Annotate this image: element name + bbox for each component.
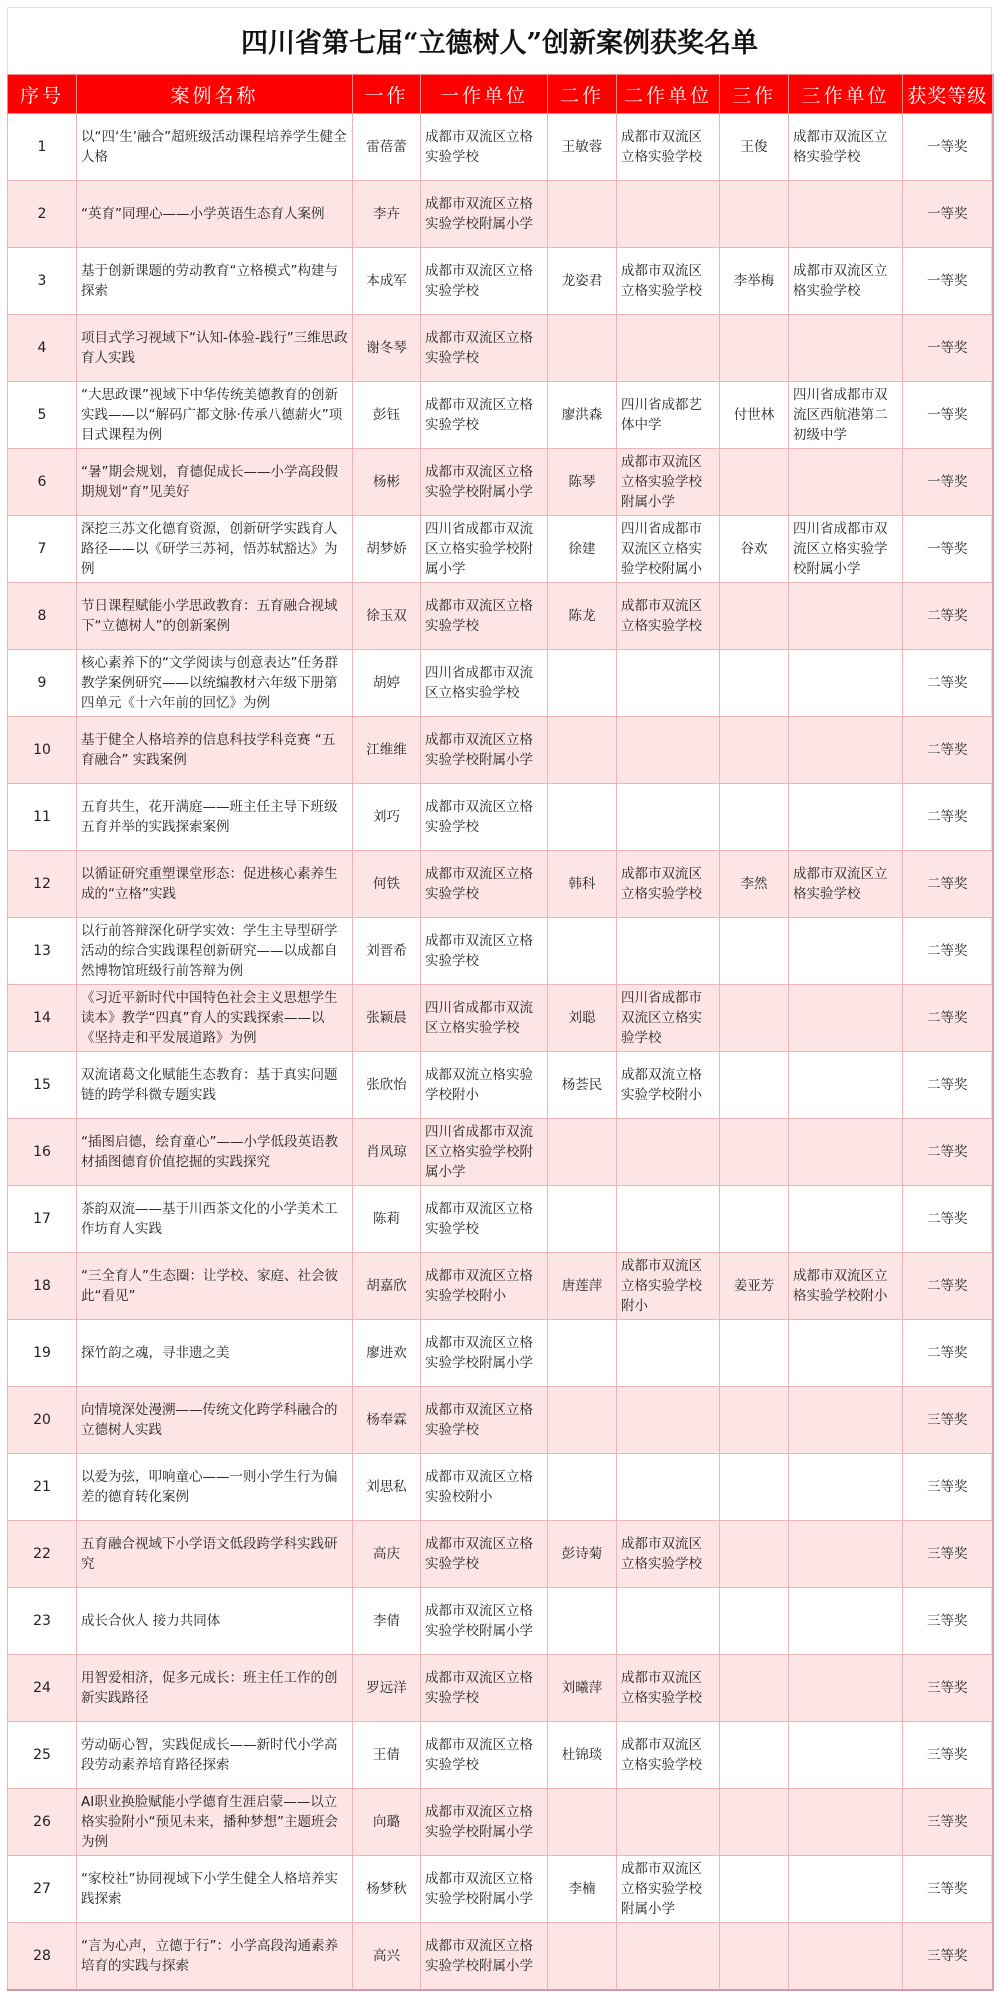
cell-author2-unit bbox=[617, 181, 720, 248]
cell-case-name: 以“四‘生’融合”超班级活动课程培养学生健全人格 bbox=[77, 114, 353, 181]
cell-author3-unit: 四川省成都市双流区西航港第二初级中学 bbox=[789, 382, 903, 449]
table-row bbox=[8, 985, 993, 1052]
cell-author1: 胡嘉欣 bbox=[353, 1253, 421, 1320]
cell-award-level: 二等奖 bbox=[903, 583, 993, 650]
cell-author2 bbox=[548, 1923, 617, 1990]
cell-author1: 江维维 bbox=[353, 717, 421, 784]
cell-author1: 刘思私 bbox=[353, 1454, 421, 1521]
cell-author3 bbox=[720, 1722, 789, 1789]
cell-index: 11 bbox=[8, 784, 77, 851]
table-row bbox=[8, 1521, 993, 1588]
cell-case-name: 五育融合视域下小学语文低段跨学科实践研究 bbox=[77, 1521, 353, 1588]
header-author1-unit: 一作单位 bbox=[421, 75, 548, 114]
cell-author3 bbox=[720, 1588, 789, 1655]
cell-author2 bbox=[548, 1119, 617, 1186]
cell-author3 bbox=[720, 583, 789, 650]
cell-author3-unit bbox=[789, 985, 903, 1052]
table-row bbox=[8, 1722, 993, 1789]
cell-case-name: “家校社”协同视域下小学生健全人格培养实践探索 bbox=[77, 1856, 353, 1923]
cell-author2: 陈琴 bbox=[548, 449, 617, 516]
cell-author2: 杜锦琰 bbox=[548, 1722, 617, 1789]
cell-author1: 杨彬 bbox=[353, 449, 421, 516]
table-header-row bbox=[8, 75, 993, 114]
cell-award-level: 三等奖 bbox=[903, 1789, 993, 1856]
cell-author3 bbox=[720, 1186, 789, 1253]
cell-author1-unit: 成都市双流区立格实验学校 bbox=[421, 851, 548, 918]
table-row bbox=[8, 181, 993, 248]
cell-case-name: “三全育人”生态圈：让学校、家庭、社会彼此“看见” bbox=[77, 1253, 353, 1320]
cell-author2-unit: 成都市双流区立格实验学校 bbox=[617, 1521, 720, 1588]
cell-author2: 杨荟民 bbox=[548, 1052, 617, 1119]
cell-case-name: 探竹韵之魂，寻非遗之美 bbox=[77, 1320, 353, 1387]
cell-author3-unit bbox=[789, 1856, 903, 1923]
page-title: 四川省第七届“立德树人”创新案例获奖名单 bbox=[240, 28, 759, 59]
cell-author3 bbox=[720, 1454, 789, 1521]
cell-index: 20 bbox=[8, 1387, 77, 1454]
cell-author3-unit bbox=[789, 1923, 903, 1990]
cell-award-level: 二等奖 bbox=[903, 851, 993, 918]
cell-award-level: 一等奖 bbox=[903, 449, 993, 516]
cell-author3-unit bbox=[789, 1387, 903, 1454]
cell-author1-unit: 成都市双流区立格实验学校 bbox=[421, 1521, 548, 1588]
cell-author1: 陈莉 bbox=[353, 1186, 421, 1253]
cell-index: 3 bbox=[8, 248, 77, 315]
cell-author2: 李楠 bbox=[548, 1856, 617, 1923]
cell-author2 bbox=[548, 1588, 617, 1655]
cell-author1-unit: 成都市双流区立格实验学校 bbox=[421, 382, 548, 449]
cell-case-name: 节日课程赋能小学思政教育：五育融合视域下“立德树人”的创新案例 bbox=[77, 583, 353, 650]
cell-author2-unit bbox=[617, 784, 720, 851]
cell-author3-unit bbox=[789, 1119, 903, 1186]
cell-author1: 刘巧 bbox=[353, 784, 421, 851]
cell-author2 bbox=[548, 1387, 617, 1454]
cell-author2-unit bbox=[617, 1320, 720, 1387]
cell-index: 18 bbox=[8, 1253, 77, 1320]
table-row bbox=[8, 1119, 993, 1186]
cell-author1-unit: 成都市双流区立格实验学校附属小学 bbox=[421, 1789, 548, 1856]
cell-case-name: “插图启德，绘育童心”——小学低段英语教材插图德育价值挖掘的实践探究 bbox=[77, 1119, 353, 1186]
cell-case-name: 核心素养下的“文学阅读与创意表达”任务群教学案例研究——以统编教材六年级下册第四单元《十六年前的回忆》为例 bbox=[77, 650, 353, 717]
cell-author3: 付世林 bbox=[720, 382, 789, 449]
table-row bbox=[8, 1387, 993, 1454]
cell-index: 4 bbox=[8, 315, 77, 382]
cell-award-level: 二等奖 bbox=[903, 918, 993, 985]
cell-author3-unit bbox=[789, 1186, 903, 1253]
cell-award-level: 二等奖 bbox=[903, 985, 993, 1052]
cell-author2: 廖洪森 bbox=[548, 382, 617, 449]
cell-author2-unit: 成都市双流区立格实验学校 bbox=[617, 851, 720, 918]
cell-author1: 雷蓓蕾 bbox=[353, 114, 421, 181]
cell-author1-unit: 成都市双流区立格实验学校附属小学 bbox=[421, 1923, 548, 1990]
cell-author1-unit: 成都市双流区立格实验学校 bbox=[421, 583, 548, 650]
cell-case-name: 基于创新课题的劳动教育“立格模式”构建与探索 bbox=[77, 248, 353, 315]
cell-author3 bbox=[720, 918, 789, 985]
cell-author3 bbox=[720, 315, 789, 382]
cell-author1-unit: 成都市双流区立格实验学校 bbox=[421, 1722, 548, 1789]
cell-award-level: 二等奖 bbox=[903, 650, 993, 717]
cell-index: 26 bbox=[8, 1789, 77, 1856]
cell-author2: 徐建 bbox=[548, 516, 617, 583]
cell-author1: 罗远洋 bbox=[353, 1655, 421, 1722]
cell-author2: 龙姿君 bbox=[548, 248, 617, 315]
cell-index: 28 bbox=[8, 1923, 77, 1990]
cell-author2 bbox=[548, 717, 617, 784]
cell-award-level: 三等奖 bbox=[903, 1856, 993, 1923]
cell-author1-unit: 成都市双流区立格实验学校 bbox=[421, 248, 548, 315]
cell-case-name: 《习近平新时代中国特色社会主义思想学生读本》教学“四真”育人的实践探索——以《坚持走和平发展道路》为例 bbox=[77, 985, 353, 1052]
cell-author2-unit bbox=[617, 918, 720, 985]
cell-index: 13 bbox=[8, 918, 77, 985]
cell-author3 bbox=[720, 650, 789, 717]
table-row bbox=[8, 449, 993, 516]
cell-case-name: “英育”同理心——小学英语生态育人案例 bbox=[77, 181, 353, 248]
cell-author3 bbox=[720, 1655, 789, 1722]
cell-author1-unit: 成都双流立格实验学校附小 bbox=[421, 1052, 548, 1119]
table-row bbox=[8, 1923, 993, 1990]
cell-award-level: 二等奖 bbox=[903, 1052, 993, 1119]
award-table bbox=[7, 74, 994, 1991]
cell-award-level: 三等奖 bbox=[903, 1387, 993, 1454]
cell-case-name: 深挖三苏文化德育资源，创新研学实践育人路径——以《研学三苏祠，悟苏轼豁达》为例 bbox=[77, 516, 353, 583]
cell-author3-unit bbox=[789, 650, 903, 717]
cell-author1: 何铁 bbox=[353, 851, 421, 918]
table-row bbox=[8, 1856, 993, 1923]
cell-index: 7 bbox=[8, 516, 77, 583]
table-row bbox=[8, 382, 993, 449]
cell-author1: 胡梦娇 bbox=[353, 516, 421, 583]
table-row bbox=[8, 851, 993, 918]
cell-author2 bbox=[548, 1320, 617, 1387]
cell-author3 bbox=[720, 717, 789, 784]
cell-author2-unit bbox=[617, 1454, 720, 1521]
cell-author3-unit bbox=[789, 1052, 903, 1119]
cell-author1: 高庆 bbox=[353, 1521, 421, 1588]
cell-award-level: 一等奖 bbox=[903, 181, 993, 248]
table-row bbox=[8, 918, 993, 985]
cell-author3-unit bbox=[789, 583, 903, 650]
cell-author2: 唐莲萍 bbox=[548, 1253, 617, 1320]
cell-index: 22 bbox=[8, 1521, 77, 1588]
cell-author1-unit: 成都市双流区立格实验学校附属小学 bbox=[421, 1588, 548, 1655]
cell-author1-unit: 成都市双流区立格实验学校附属小学 bbox=[421, 449, 548, 516]
cell-award-level: 一等奖 bbox=[903, 248, 993, 315]
cell-author1: 高兴 bbox=[353, 1923, 421, 1990]
cell-author3 bbox=[720, 1521, 789, 1588]
cell-case-name: 劳动砺心智，实践促成长——新时代小学高段劳动素养培育路径探索 bbox=[77, 1722, 353, 1789]
cell-author3 bbox=[720, 1119, 789, 1186]
cell-author2-unit bbox=[617, 1588, 720, 1655]
cell-author2-unit bbox=[617, 650, 720, 717]
cell-index: 5 bbox=[8, 382, 77, 449]
table-row bbox=[8, 114, 993, 181]
table-row bbox=[8, 1655, 993, 1722]
cell-author1-unit: 成都市双流区立格实验学校附属小学 bbox=[421, 181, 548, 248]
cell-case-name: 用智爱相济，促多元成长：班主任工作的创新实践路径 bbox=[77, 1655, 353, 1722]
header-author1: 一作 bbox=[353, 75, 421, 114]
cell-author2 bbox=[548, 1789, 617, 1856]
cell-award-level: 一等奖 bbox=[903, 114, 993, 181]
cell-author3 bbox=[720, 181, 789, 248]
cell-award-level: 二等奖 bbox=[903, 1253, 993, 1320]
cell-author1: 杨梦秋 bbox=[353, 1856, 421, 1923]
cell-author1-unit: 成都市双流区立格实验学校附小 bbox=[421, 1253, 548, 1320]
table-row bbox=[8, 1253, 993, 1320]
cell-author3 bbox=[720, 1320, 789, 1387]
cell-author3 bbox=[720, 784, 789, 851]
cell-author1: 李倩 bbox=[353, 1588, 421, 1655]
cell-award-level: 二等奖 bbox=[903, 1186, 993, 1253]
cell-author1: 李卉 bbox=[353, 181, 421, 248]
cell-author1: 刘晋希 bbox=[353, 918, 421, 985]
cell-author3-unit bbox=[789, 1722, 903, 1789]
cell-author3: 谷欢 bbox=[720, 516, 789, 583]
cell-author2 bbox=[548, 1186, 617, 1253]
cell-author2-unit: 四川省成都艺体中学 bbox=[617, 382, 720, 449]
cell-author2: 刘曦萍 bbox=[548, 1655, 617, 1722]
cell-author3 bbox=[720, 1789, 789, 1856]
table-row bbox=[8, 1052, 993, 1119]
cell-author1: 王倩 bbox=[353, 1722, 421, 1789]
cell-author1-unit: 成都市双流区立格实验学校 bbox=[421, 1655, 548, 1722]
cell-author1: 本成军 bbox=[353, 248, 421, 315]
cell-author3-unit bbox=[789, 1320, 903, 1387]
cell-award-level: 三等奖 bbox=[903, 1655, 993, 1722]
cell-author3: 姜亚芳 bbox=[720, 1253, 789, 1320]
cell-author3-unit bbox=[789, 918, 903, 985]
cell-author1: 廖进欢 bbox=[353, 1320, 421, 1387]
cell-case-name: 向情境深处漫溯——传统文化跨学科融合的立德树人实践 bbox=[77, 1387, 353, 1454]
cell-award-level: 三等奖 bbox=[903, 1521, 993, 1588]
cell-author2: 韩科 bbox=[548, 851, 617, 918]
cell-author3-unit: 成都市双流区立格实验学校附小 bbox=[789, 1253, 903, 1320]
cell-index: 17 bbox=[8, 1186, 77, 1253]
table-row bbox=[8, 516, 993, 583]
cell-award-level: 三等奖 bbox=[903, 1923, 993, 1990]
cell-author2-unit: 成都市双流区立格实验学校 bbox=[617, 114, 720, 181]
cell-index: 24 bbox=[8, 1655, 77, 1722]
cell-author2: 彭诗菊 bbox=[548, 1521, 617, 1588]
cell-author2-unit: 四川省成都市双流区立格实验学校 bbox=[617, 985, 720, 1052]
cell-author1-unit: 成都市双流区立格实验校附小 bbox=[421, 1454, 548, 1521]
cell-author1: 张颖晨 bbox=[353, 985, 421, 1052]
cell-author2 bbox=[548, 181, 617, 248]
header-award-level: 获奖等级 bbox=[903, 75, 993, 114]
cell-author2-unit: 四川省成都市双流区立格实验学校附属小 bbox=[617, 516, 720, 583]
cell-author1: 张欣怡 bbox=[353, 1052, 421, 1119]
cell-author1-unit: 四川省成都市双流区立格实验学校附属小学 bbox=[421, 516, 548, 583]
cell-author1-unit: 成都市双流区立格实验学校 bbox=[421, 1387, 548, 1454]
table-row bbox=[8, 315, 993, 382]
cell-author3-unit bbox=[789, 1655, 903, 1722]
cell-case-name: 以行前答辩深化研学实效：学生主导型研学活动的综合实践课程创新研究——以成都自然博物馆班级行前答辩为例 bbox=[77, 918, 353, 985]
cell-author1: 徐玉双 bbox=[353, 583, 421, 650]
table-row bbox=[8, 1320, 993, 1387]
cell-award-level: 二等奖 bbox=[903, 1320, 993, 1387]
cell-author3 bbox=[720, 449, 789, 516]
cell-index: 16 bbox=[8, 1119, 77, 1186]
table-row bbox=[8, 248, 993, 315]
cell-case-name: 双流诸葛文化赋能生态教育：基于真实问题链的跨学科微专题实践 bbox=[77, 1052, 353, 1119]
cell-author3 bbox=[720, 1923, 789, 1990]
cell-author2-unit: 成都市双流区立格实验学校附小 bbox=[617, 1253, 720, 1320]
cell-author3-unit bbox=[789, 315, 903, 382]
cell-author1-unit: 成都市双流区立格实验学校 bbox=[421, 114, 548, 181]
header-author2-unit: 二作单位 bbox=[617, 75, 720, 114]
cell-award-level: 一等奖 bbox=[903, 315, 993, 382]
cell-index: 15 bbox=[8, 1052, 77, 1119]
cell-author1-unit: 成都市双流区立格实验学校 bbox=[421, 918, 548, 985]
cell-case-name: 项目式学习视域下“认知-体验-践行”三维思政育人实践 bbox=[77, 315, 353, 382]
cell-author2: 陈龙 bbox=[548, 583, 617, 650]
cell-author2-unit: 成都双流立格实验学校附小 bbox=[617, 1052, 720, 1119]
cell-case-name: 以循证研究重塑课堂形态：促进核心素养生成的“立格”实践 bbox=[77, 851, 353, 918]
cell-author3-unit bbox=[789, 181, 903, 248]
cell-author1-unit: 四川省成都市双流区立格实验学校 bbox=[421, 650, 548, 717]
cell-award-level: 一等奖 bbox=[903, 382, 993, 449]
cell-author3-unit bbox=[789, 1521, 903, 1588]
cell-author3-unit bbox=[789, 784, 903, 851]
cell-author1: 彭钰 bbox=[353, 382, 421, 449]
cell-index: 2 bbox=[8, 181, 77, 248]
cell-case-name: 基于健全人格培养的信息科技学科竞赛 “五育融合” 实践案例 bbox=[77, 717, 353, 784]
cell-author1-unit: 成都市双流区立格实验学校 bbox=[421, 784, 548, 851]
cell-case-name: AI职业换脸赋能小学德育生涯启蒙——以立格实验附小“预见未来，播种梦想”主题班会为例 bbox=[77, 1789, 353, 1856]
cell-author3-unit: 成都市双流区立格实验学校 bbox=[789, 851, 903, 918]
cell-index: 12 bbox=[8, 851, 77, 918]
cell-author2 bbox=[548, 650, 617, 717]
cell-award-level: 三等奖 bbox=[903, 1454, 993, 1521]
cell-award-level: 三等奖 bbox=[903, 1722, 993, 1789]
cell-author3-unit bbox=[789, 717, 903, 784]
cell-award-level: 一等奖 bbox=[903, 516, 993, 583]
table-row bbox=[8, 1186, 993, 1253]
cell-author1-unit: 成都市双流区立格实验学校附属小学 bbox=[421, 717, 548, 784]
cell-author3: 李举梅 bbox=[720, 248, 789, 315]
cell-author3 bbox=[720, 1856, 789, 1923]
cell-author1-unit: 成都市双流区立格实验学校附属小学 bbox=[421, 1856, 548, 1923]
table-row bbox=[8, 650, 993, 717]
table-row bbox=[8, 1588, 993, 1655]
cell-author1-unit: 成都市双流区立格实验学校附属小学 bbox=[421, 1320, 548, 1387]
cell-case-name: “言为心声，立德于行”：小学高段沟通素养培育的实践与探索 bbox=[77, 1923, 353, 1990]
cell-author2-unit bbox=[617, 1387, 720, 1454]
table-row bbox=[8, 717, 993, 784]
header-case-name: 案例名称 bbox=[77, 75, 353, 114]
cell-author2-unit bbox=[617, 1923, 720, 1990]
cell-case-name: 五育共生，花开满庭——班主任主导下班级五育并举的实践探索案例 bbox=[77, 784, 353, 851]
table-row bbox=[8, 583, 993, 650]
cell-author2-unit: 成都市双流区立格实验学校 bbox=[617, 248, 720, 315]
table-row bbox=[8, 1789, 993, 1856]
cell-author2 bbox=[548, 918, 617, 985]
cell-index: 19 bbox=[8, 1320, 77, 1387]
cell-author1: 向璐 bbox=[353, 1789, 421, 1856]
cell-author2-unit: 成都市双流区立格实验学校 bbox=[617, 583, 720, 650]
cell-author3 bbox=[720, 1052, 789, 1119]
cell-author1: 肖凤琼 bbox=[353, 1119, 421, 1186]
cell-author1-unit: 成都市双流区立格实验学校 bbox=[421, 1186, 548, 1253]
cell-index: 8 bbox=[8, 583, 77, 650]
cell-author3-unit bbox=[789, 1588, 903, 1655]
cell-index: 23 bbox=[8, 1588, 77, 1655]
cell-author2 bbox=[548, 1454, 617, 1521]
cell-author3: 王俊 bbox=[720, 114, 789, 181]
header-author2: 二作 bbox=[548, 75, 617, 114]
cell-author2-unit: 成都市双流区立格实验学校 bbox=[617, 1655, 720, 1722]
cell-case-name: 以爱为弦，叩响童心——一则小学生行为偏差的德育转化案例 bbox=[77, 1454, 353, 1521]
cell-index: 25 bbox=[8, 1722, 77, 1789]
cell-author3 bbox=[720, 985, 789, 1052]
table-row bbox=[8, 1454, 993, 1521]
cell-author2-unit bbox=[617, 1789, 720, 1856]
cell-author2: 王敏蓉 bbox=[548, 114, 617, 181]
cell-case-name: 成长合伙人 接力共同体 bbox=[77, 1588, 353, 1655]
cell-case-name: “暑”期会规划，育德促成长——小学高段假期规划“育”见美好 bbox=[77, 449, 353, 516]
cell-index: 1 bbox=[8, 114, 77, 181]
cell-author3 bbox=[720, 1387, 789, 1454]
cell-author3-unit: 四川省成都市双流区立格实验学校附属小学 bbox=[789, 516, 903, 583]
cell-author1-unit: 四川省成都市双流区立格实验学校附属小学 bbox=[421, 1119, 548, 1186]
cell-author1: 胡婷 bbox=[353, 650, 421, 717]
cell-case-name: 茶韵双流——基于川西茶文化的小学美术工作坊育人实践 bbox=[77, 1186, 353, 1253]
cell-award-level: 三等奖 bbox=[903, 1588, 993, 1655]
cell-author3-unit: 成都市双流区立格实验学校 bbox=[789, 114, 903, 181]
cell-author3-unit bbox=[789, 1454, 903, 1521]
cell-author2-unit bbox=[617, 717, 720, 784]
cell-author2-unit: 成都市双流区立格实验学校 bbox=[617, 1722, 720, 1789]
cell-author2-unit bbox=[617, 315, 720, 382]
cell-author2 bbox=[548, 315, 617, 382]
cell-index: 14 bbox=[8, 985, 77, 1052]
table-row bbox=[8, 784, 993, 851]
cell-award-level: 二等奖 bbox=[903, 784, 993, 851]
header-author3: 三作 bbox=[720, 75, 789, 114]
cell-author2-unit bbox=[617, 1186, 720, 1253]
cell-index: 10 bbox=[8, 717, 77, 784]
cell-award-level: 二等奖 bbox=[903, 717, 993, 784]
header-index: 序号 bbox=[8, 75, 77, 114]
cell-index: 9 bbox=[8, 650, 77, 717]
cell-index: 6 bbox=[8, 449, 77, 516]
cell-author2: 刘聪 bbox=[548, 985, 617, 1052]
cell-author1: 谢冬琴 bbox=[353, 315, 421, 382]
cell-index: 21 bbox=[8, 1454, 77, 1521]
cell-author2 bbox=[548, 784, 617, 851]
cell-author1-unit: 四川省成都市双流区立格实验学校 bbox=[421, 985, 548, 1052]
cell-author3-unit bbox=[789, 449, 903, 516]
cell-case-name: “大思政课”视域下中华传统美德教育的创新实践——以“解码广都文脉·传承八德薪火”项目式课程为例 bbox=[77, 382, 353, 449]
cell-author1: 杨奉霖 bbox=[353, 1387, 421, 1454]
cell-author1-unit: 成都市双流区立格实验学校 bbox=[421, 315, 548, 382]
cell-award-level: 二等奖 bbox=[903, 1119, 993, 1186]
cell-index: 27 bbox=[8, 1856, 77, 1923]
cell-author3-unit bbox=[789, 1789, 903, 1856]
cell-author2-unit: 成都市双流区立格实验学校附属小学 bbox=[617, 449, 720, 516]
cell-author2-unit bbox=[617, 1119, 720, 1186]
cell-author3-unit: 成都市双流区立格实验学校 bbox=[789, 248, 903, 315]
header-author3-unit: 三作单位 bbox=[789, 75, 903, 114]
cell-author2-unit: 成都市双流区立格实验学校附属小学 bbox=[617, 1856, 720, 1923]
cell-author3: 李然 bbox=[720, 851, 789, 918]
